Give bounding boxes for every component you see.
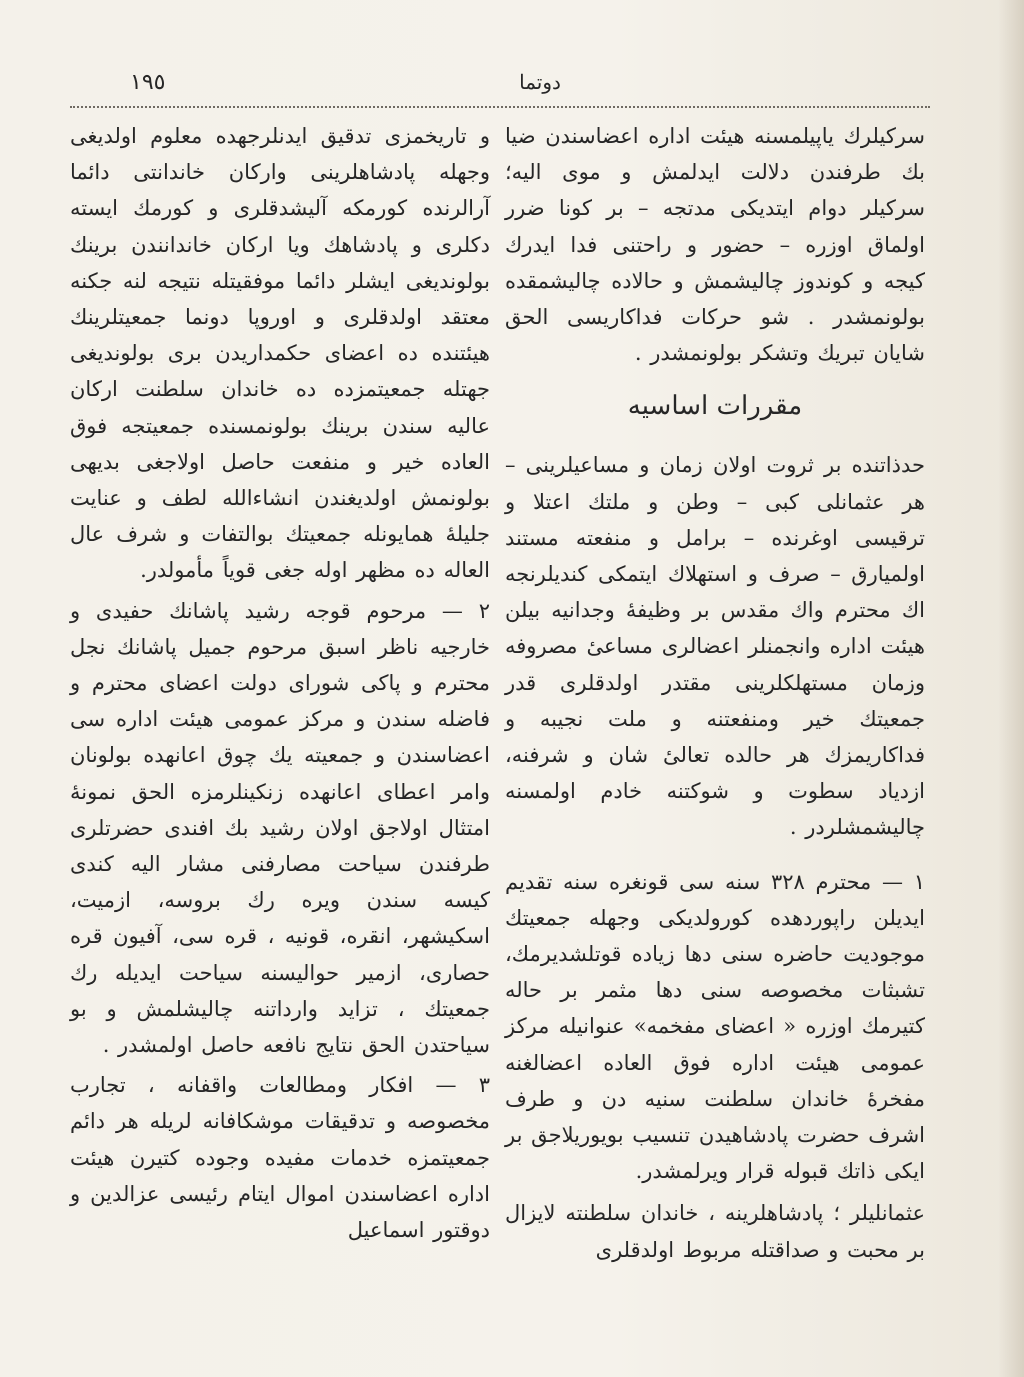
- paragraph: و تاریخمزی تدقیق ایدنلرجهده معلوم اولدیغی وجهله پادشاهلرینی وارکان خاندانتی دائما آرالرنده کورمکه آلیشدقلری و کورمك ایسته دکلری و پادشاهك ویا ارکان خاندانندن برینك بولوندیغی ایشلر دائما موفقیتله نتیجه لنه جکنه معتقد اولدقلری و اوروپا دونما جمعیتلرینك هیئتنده ده اعضای حکمداریدن بری بولوندیغی جهتله جمعیتمزده ده خاندان سلطنت ارکان عالیه سندن برینك بولونمسنده جمعیتجه فوق العاده خیر و منفعت حاصل اولاجغی بدیهی بولونمش اولدیغندن انشاءالله لطف و عنایت جلیلهٔ همایونله جمعیتك بوالتفات و شرف عال العاله ده مظهر اوله جغی قویاً مأمولدر.: [70, 124, 490, 583]
- left-column: [70, 118, 490, 1248]
- page-edge-shadow: [998, 0, 1024, 1377]
- paragraph: عثمانلیلر ؛ پادشاهلرینه ، خاندان سلطنته لایزال بر محبت و صداقتله مربوط اولدقلری: [505, 1201, 925, 1262]
- paragraph: ٣ — افکار ومطالعات واقفانه ، تجارب مخصوصه و تدقیقات موشکافانه لریله هر دائم جمعیتمزه خدمات مفیده وجوده کتیرن هیئت اداره اعضاسندن اموال ایتام رئیسی عزالدین و دوقتور اسماعیل: [70, 1073, 490, 1243]
- section-heading: مقررات اساسیه: [627, 391, 803, 422]
- paragraph: حدذاتنده بر ثروت اولان زمان و مساعیلرینی – هر عثمانلی کبی – وطن و ملتك اعتلا و ترقیسی اوغرنده – برامل و منفعته مستند اولمیارق – صرف و استهلاك ایتمکی کندیلرنجه اك محترم واك مقدس بر وظیفهٔ وجدانیه بیلن هیئت اداره وانجمنلر اعضالری مساعیٔ مصروفه وزمان مستهلکلرینی مقتدر اولدقلری قدر جمعیتك خیر ومنفعتنه و ملت نجیبه و فداکاریمزك هر حالده تعالیٔ شان و شرفنه، ازدیاد سطوت و شوکتنه خادم اولمسنه چالیشمشلردر .: [505, 453, 925, 840]
- running-title: دوتما: [519, 70, 561, 94]
- paragraph: ١ — محترم ٣٢٨ سنه سی قونغره سنه تقدیم ایدیلن راپوردهده کورولدیکی وجهله جمعیتك موجودیت حاضره سنی دها زیاده قوتلشدیرمك، تشبثات مخصوصه سنی دها مثمر بر حاله کتیرمك اوزره « اعضای مفخمه» عنوانیله مرکز عمومی هیئت اداره فوق العاده اعضالغنه مفخرهٔ خاندان سلطنت سنیه دن و طرف اشرف حضرت پادشاهیدن تنسیب بویوریلاجق بر ایکی ذاتك قبوله قرار ویرلمشدر.: [505, 869, 925, 1184]
- page-number: ١٩٥: [130, 70, 166, 95]
- right-column: [505, 118, 925, 1268]
- paragraph: سرکیلرك یاپیلمسنه هیئت اداره اعضاسندن ضیا بك طرفندن دلالت ایدلمش و موی الیه؛ سرکیلر دوام ایتدیکی مدتجه – بر کونا ضرر اولماق اوزره – حضور و راحتنی فدا ایدرك کیجه و کوندوز چالیشمش و حالاده چالیشمقده بولونمشدر . شو حرکات فداکاریسی الحق شایان تبریك وتشکر بولونمشدر .: [505, 124, 925, 366]
- header-rule: [70, 96, 930, 108]
- paragraph: ٢ — مرحوم قوجه رشید پاشانك حفیدی و خارجیه ناظر اسبق مرحوم جمیل پاشانك نجل محترم و پاکی شورای دولت اعضای محترم و فاضله سندن و مرکز عمومی هیئت اداره سی اعضاسندن و جمعیته یك چوق اعانهده بولونان وامر اعطای اعانهده زنکینلرمزه الحق نمونهٔ امتثال اولاجق اولان رشید بك افندی حضرتلری طرفندن سیاحت مصارفنی مشار الیه کندی کیسه سندن ویره رك بروسه، ازمیت، اسکیشهر، انقره، قونیه ، قره سی، آفیون قره حصاری، ازمیر حوالیسنه سیاحت ایدیله رك جمعیتك ، تزاید وارداتنه چالیشلمش و بو سیاحتدن الحق نتایج نافعه حاصل اولمشدر .: [70, 598, 490, 1058]
